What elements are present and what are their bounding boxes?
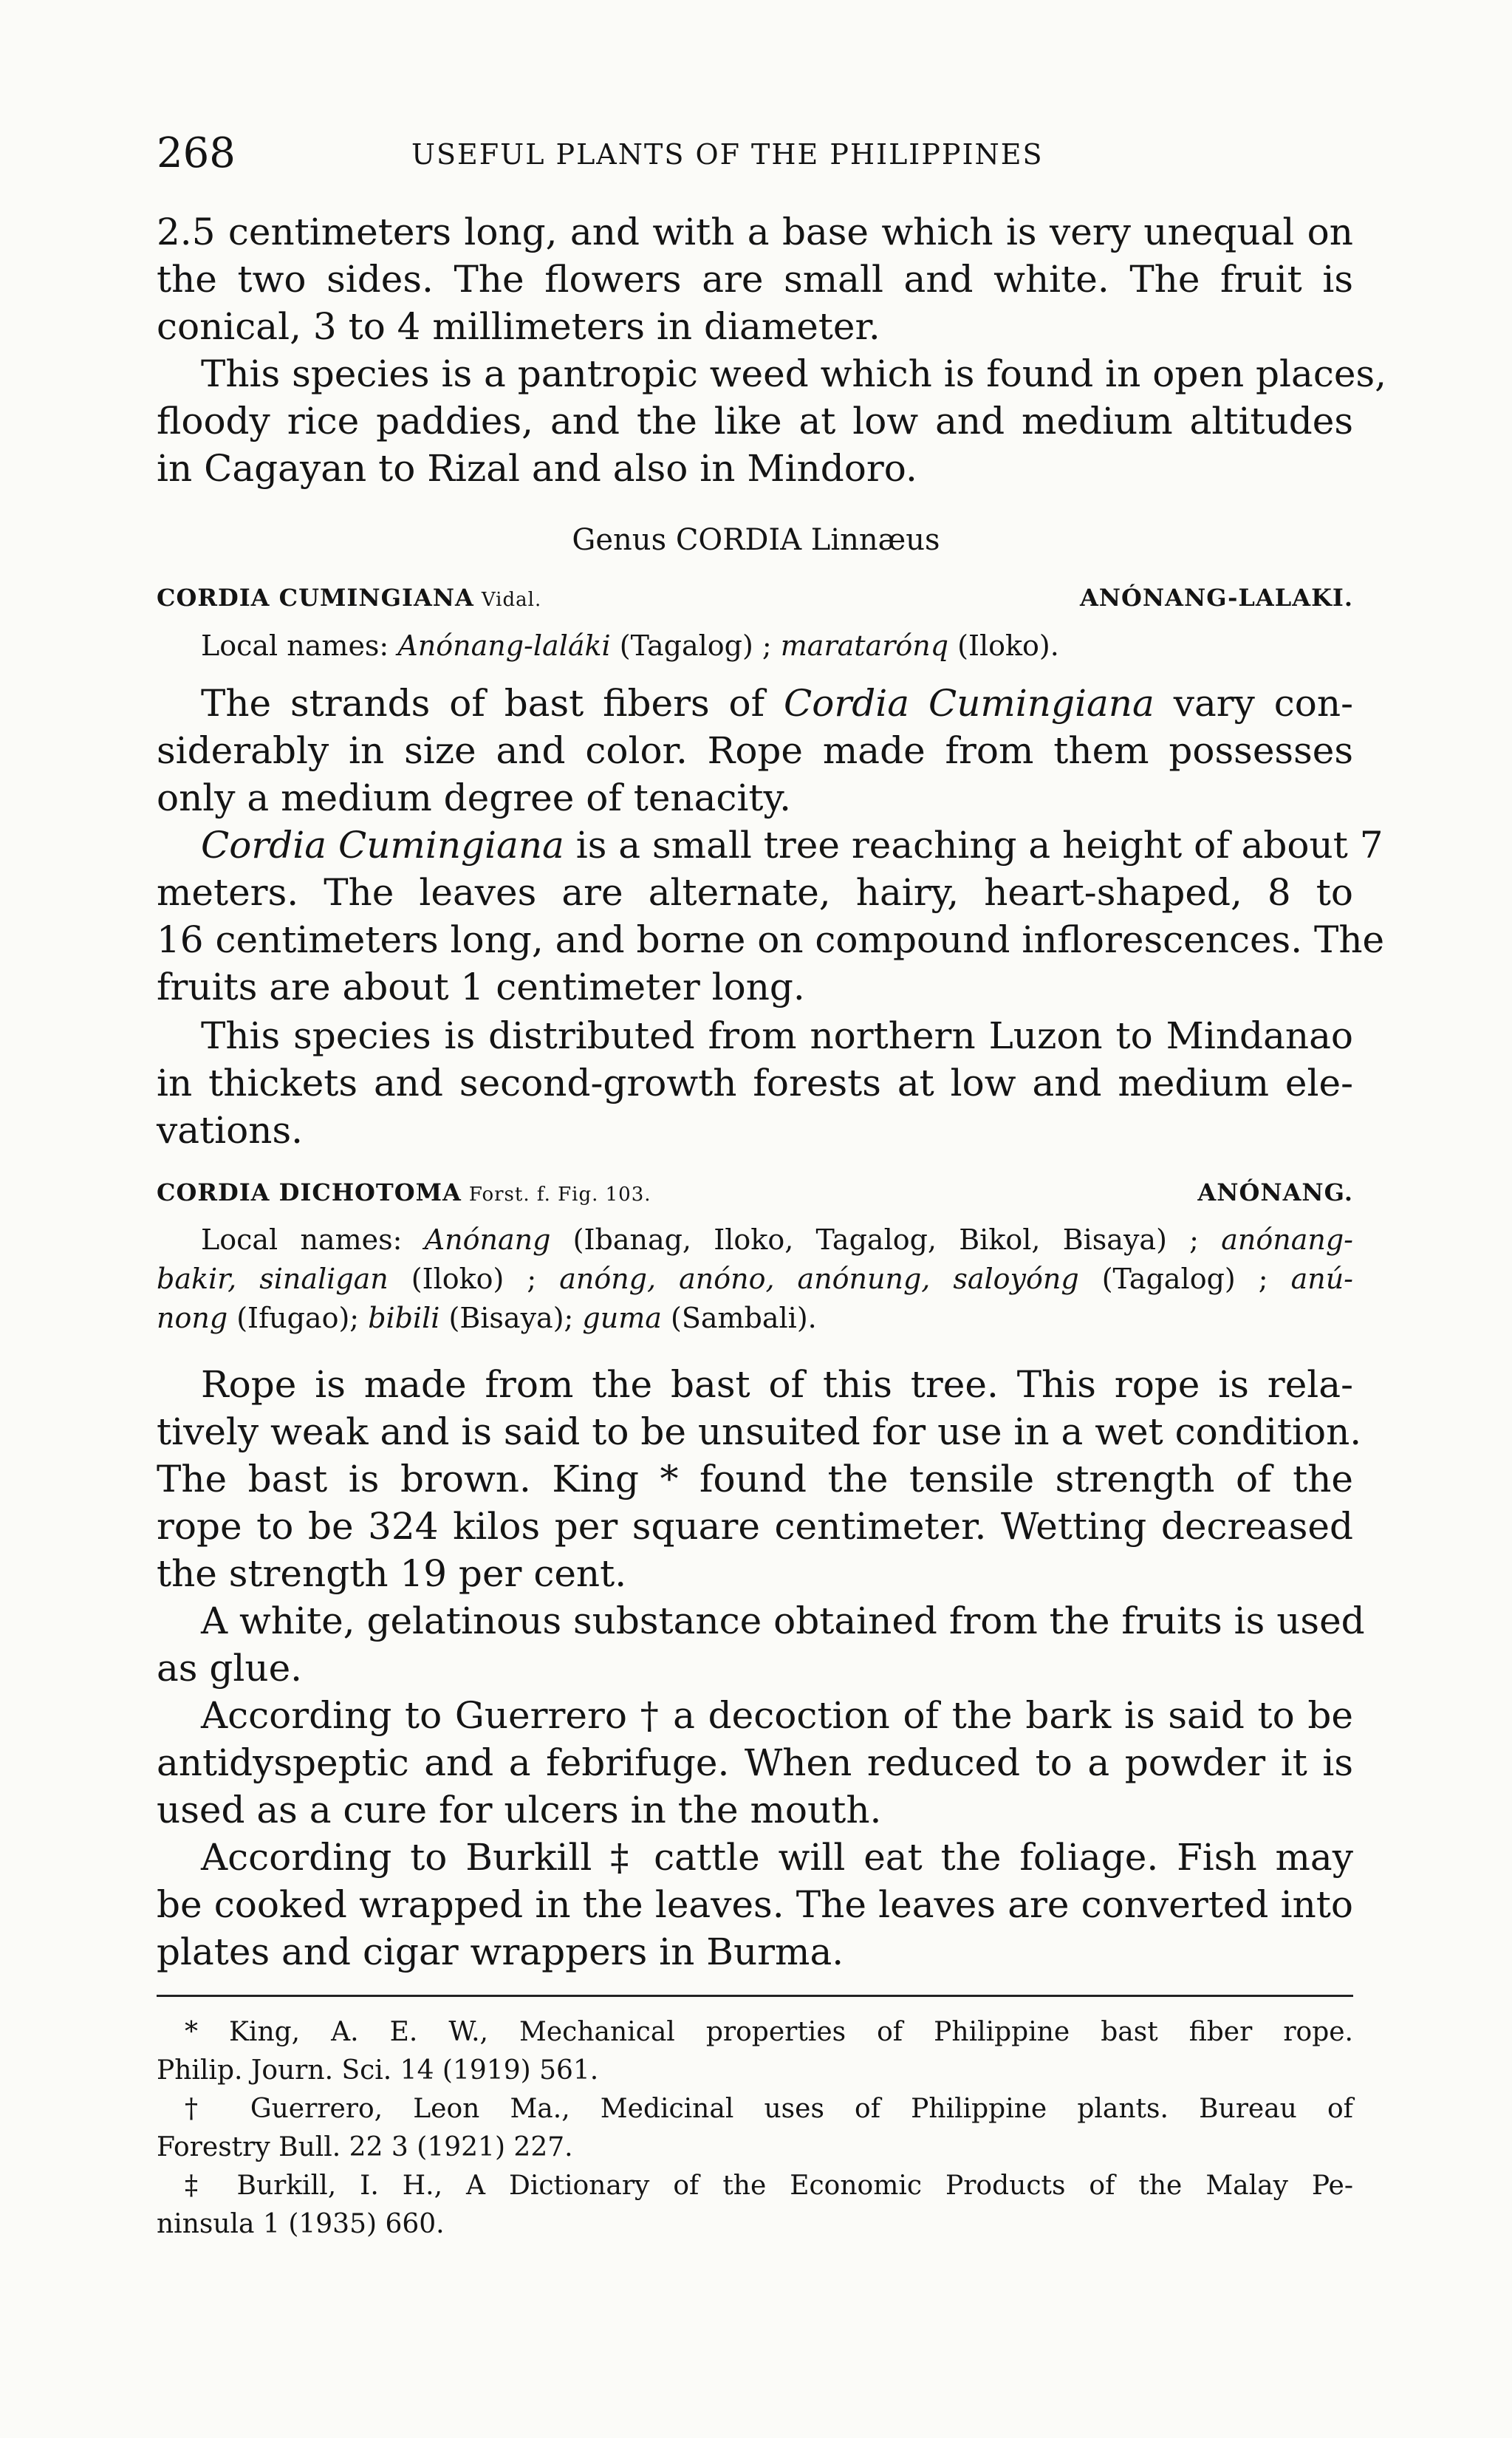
text-line: in thickets and second-growth forests at low and medium ele-	[157, 1062, 1353, 1104]
text-line: floody rice paddies, and the like at low and medium altitudes	[157, 400, 1353, 443]
species-name: CORDIA CUMINGIANA Vidal.	[157, 584, 542, 612]
species-authority: Vidal.	[481, 589, 542, 611]
text-line: Cordia Cumingiana is a small tree reaching a height of about 7	[201, 824, 1383, 867]
text-line: conical, 3 to 4 millimeters in diameter.	[157, 305, 880, 348]
text-line: According to Guerrero † a decoction of the bark is said to be	[201, 1694, 1353, 1737]
footnote-line: * King, A. E. W., Mechanical properties of Philippine bast fiber rope.	[185, 2017, 1353, 2047]
common-name: ANÓNANG.	[1197, 1178, 1353, 1206]
text-line: the strength 19 per cent.	[157, 1552, 627, 1595]
dichotoma-paragraph-1	[157, 1361, 1362, 1597]
species-authority: Forst. f. Fig. 103.	[468, 1184, 651, 1206]
dichotoma-paragraph-4	[157, 1834, 1353, 1976]
text-line: in Cagayan to Rizal and also in Mindoro.	[157, 447, 917, 490]
text-line: A white, gelatinous substance obtained from the fruits is used	[201, 1599, 1365, 1642]
cumingiana-paragraph-3	[157, 1012, 1353, 1154]
footnote-line: ‡ Burkill, I. H., A Dictionary of the Economic Products of the Malay Pe-	[185, 2171, 1353, 2201]
text-line: This species is a pantropic weed which is found in open places,	[201, 352, 1387, 395]
page-number: 268	[157, 129, 236, 177]
text-line: fruits are about 1 centimeter long.	[157, 966, 805, 1008]
dichotoma-paragraph-2	[157, 1597, 1365, 1692]
local-names-cumingiana	[157, 626, 1353, 666]
page-header	[157, 129, 1353, 181]
text-line: tively weak and is said to be unsuited for use in a wet condition.	[157, 1410, 1362, 1453]
text-line: 2.5 centimeters long, and with a base which is very unequal on	[157, 211, 1353, 253]
species-entry-cordia-dichotoma	[157, 1178, 1353, 1215]
text-line: antidyspeptic and a febrifuge. When reduced to a powder it is	[157, 1741, 1353, 1784]
running-head: USEFUL PLANTS OF THE PHILIPPINES	[411, 138, 1044, 171]
footnote-line: † Guerrero, Leon Ma., Medicinal uses of Philippine plants. Bureau of	[185, 2094, 1353, 2124]
text-line: This species is distributed from northern Luzon to Mindanao	[201, 1014, 1353, 1057]
intro-paragraph-2	[157, 350, 1387, 492]
footnote-divider	[157, 1995, 1353, 1997]
species-name: CORDIA DICHOTOMA Forst. f. Fig. 103.	[157, 1178, 651, 1206]
text-line: The bast is brown. King * found the tensile strength of the	[157, 1458, 1353, 1500]
text-line: the two sides. The flowers are small and white. The fruit is	[157, 258, 1353, 301]
genus-heading: Genus CORDIA Linnæus	[572, 523, 940, 557]
text-line: The strands of bast fibers of Cordia Cumingiana vary con-	[201, 682, 1353, 725]
text-line: bakir, sinaligan (Iloko) ; anóng, anóno, anónung, saloyóng (Tagalog) ; anú-	[157, 1263, 1354, 1295]
common-name: ANÓNANG-LALAKI.	[1079, 584, 1353, 612]
footnote	[157, 2090, 1353, 2167]
footnotes	[157, 2013, 1353, 2244]
footnote	[157, 2013, 1353, 2090]
text-line: According to Burkill ‡ cattle will eat the foliage. Fish may	[201, 1836, 1353, 1879]
footnote-line: Forestry Bull. 22 3 (1921) 227.	[157, 2132, 573, 2162]
text-line: be cooked wrapped in the leaves. The leaves are converted into	[157, 1883, 1353, 1926]
text-line: as glue.	[157, 1647, 303, 1690]
text-line: Local names: Anónang (Ibanag, Iloko, Tagalog, Bikol, Bisaya) ; anónang-	[201, 1223, 1353, 1256]
footnote-line: ninsula 1 (1935) 660.	[157, 2209, 445, 2239]
intro-paragraph-1	[157, 208, 1353, 350]
text-line: Local names: Anónang-laláki (Tagalog) ; maratarónq (Iloko).	[201, 629, 1059, 662]
footnote-line: Philip. Journ. Sci. 14 (1919) 561.	[157, 2055, 599, 2086]
text-line: plates and cigar wrappers in Burma.	[157, 1930, 844, 1973]
text-line: Rope is made from the bast of this tree. This rope is rela-	[201, 1363, 1353, 1406]
dichotoma-paragraph-3	[157, 1692, 1353, 1834]
text-line: siderably in size and color. Rope made from them possesses	[157, 729, 1353, 772]
text-line: used as a cure for ulcers in the mouth.	[157, 1789, 882, 1831]
text-line: 16 centimeters long, and borne on compound inflorescences. The	[157, 918, 1385, 961]
text-line: nong (Ifugao); bibili (Bisaya); guma (Sambali).	[157, 1302, 817, 1334]
footnote	[157, 2167, 1353, 2244]
cumingiana-paragraph-2	[157, 822, 1385, 1011]
text-line: only a medium degree of tenacity.	[157, 776, 792, 819]
cumingiana-paragraph-1	[157, 680, 1353, 822]
local-names-dichotoma	[157, 1220, 1353, 1338]
species-entry-cordia-cumingiana	[157, 584, 1353, 621]
text-line: meters. The leaves are alternate, hairy, heart-shaped, 8 to	[157, 871, 1353, 914]
text-line: rope to be 324 kilos per square centimeter. Wetting decreased	[157, 1505, 1353, 1548]
text-line: vations.	[157, 1109, 303, 1152]
